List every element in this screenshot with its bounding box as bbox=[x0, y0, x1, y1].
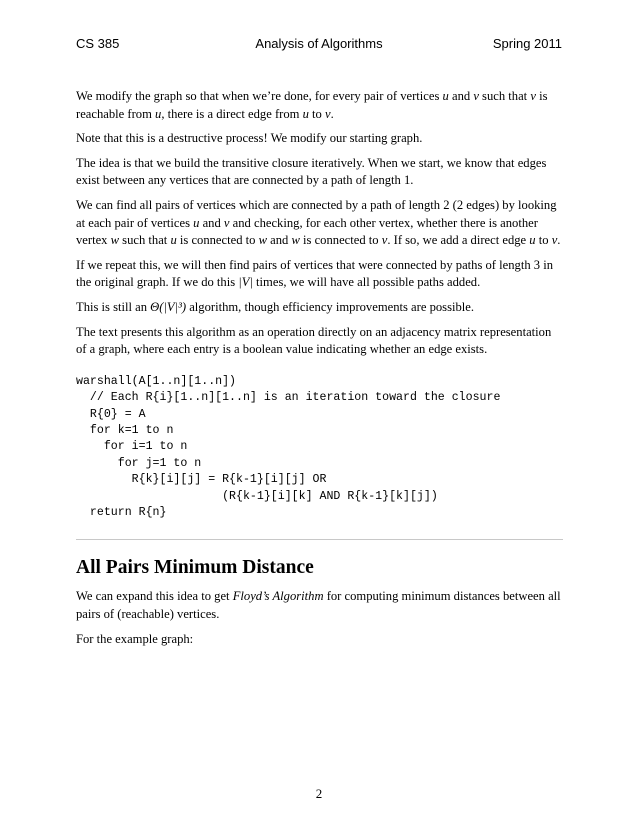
paragraph-idea: The idea is that we build the transitive closure iteratively. When we start, we know that edges exist between any vertices that are connected by a path of length 1. bbox=[76, 155, 547, 188]
warshall-code-block: warshall(A[1..n][1..n]) // Each R{i}[1..n][1..n] is an iteration toward the closure R{0} = A for k=1 to n for i=1 to n for j=1 to n R{k}[i][j] = R{k-1}[i][j] OR (R{k-1}[i][k] AND R{k-1}[k][j]) return R{n} bbox=[76, 374, 501, 519]
math-var: v bbox=[381, 233, 388, 248]
header-term: Spring 2011 bbox=[492, 36, 562, 51]
text-run: We can find all pairs of vertices which are connected by a path of length 2 (2 edges) by looking at each pair of vertices bbox=[76, 197, 557, 230]
text-run: We modify the graph so that when we’re done, for every pair of vertices bbox=[76, 89, 443, 103]
text-run: such that bbox=[478, 89, 531, 103]
math-var: u bbox=[170, 233, 177, 248]
paragraph-length-two bbox=[76, 197, 563, 250]
text-run: , there is a direct edge from bbox=[161, 106, 303, 121]
text-run: and checking, for each other vertex, whether there is another vertex bbox=[76, 215, 538, 248]
text-run: . If so, we add a direct edge bbox=[387, 233, 530, 248]
text-run: for computing minimum distances between all pairs of (reachable) vertices. bbox=[76, 589, 561, 621]
math-var: w bbox=[258, 233, 267, 248]
text-run: and bbox=[199, 215, 224, 230]
page-number: 2 bbox=[315, 786, 323, 801]
paragraph-example-graph: For the example graph: bbox=[76, 631, 194, 646]
page-body bbox=[76, 88, 563, 655]
math-var: w bbox=[291, 233, 300, 248]
text-run: times, we will have all possible paths added. bbox=[252, 275, 481, 290]
text-run: to bbox=[308, 106, 325, 121]
math-var: v bbox=[551, 233, 558, 248]
text-run: is connected to bbox=[299, 233, 382, 248]
text-run: to bbox=[535, 233, 552, 248]
text-run: If we repeat this, we will then find pairs of vertices that were connected by paths of length 3 in the original graph. If we do this bbox=[76, 257, 554, 290]
math-var: v bbox=[473, 89, 479, 103]
text-run: This is still an bbox=[76, 299, 151, 314]
paragraph-repeat bbox=[76, 257, 563, 292]
emphasis-floyd: Floyd’s Algorithm bbox=[232, 589, 324, 604]
paragraph-graph-modification bbox=[76, 88, 563, 123]
math-var: u bbox=[193, 215, 200, 230]
math-var: v bbox=[530, 89, 536, 103]
text-run: . bbox=[330, 106, 334, 121]
math-var: v bbox=[223, 215, 230, 230]
math-var: u bbox=[529, 233, 536, 248]
text-run: is connected to bbox=[176, 233, 259, 248]
paragraph-destructive-note: Note that this is a destructive process! We modify our starting graph. bbox=[76, 131, 423, 146]
math-var: v bbox=[324, 106, 331, 121]
math-expr: Θ(|V|³) bbox=[150, 299, 187, 314]
text-run: . bbox=[557, 233, 561, 248]
paragraph-adjacency-matrix: The text presents this algorithm as an operation directly on an adjacency matrix representation of a graph, where each entry is a boolean value indicating whether an edge exists. bbox=[76, 324, 552, 357]
text-run: such that bbox=[119, 233, 171, 248]
text-run: algorithm, though efficiency improvements are possible. bbox=[186, 299, 474, 314]
text-run: and bbox=[448, 89, 474, 103]
text-run: We can expand this idea to get bbox=[76, 589, 233, 604]
math-var: u bbox=[442, 89, 449, 103]
section-divider bbox=[76, 539, 563, 540]
math-var: u bbox=[302, 106, 309, 121]
math-expr: |V| bbox=[238, 275, 253, 290]
text-run: is reachable from bbox=[76, 89, 548, 121]
header-course: CS 385 bbox=[76, 36, 120, 51]
paragraph-floyd bbox=[76, 588, 563, 623]
header-title: Analysis of Algorithms bbox=[255, 36, 383, 51]
paragraph-complexity bbox=[76, 299, 563, 317]
section-heading: All Pairs Minimum Distance bbox=[76, 557, 314, 579]
text-run: and bbox=[267, 233, 292, 248]
math-var: u bbox=[155, 106, 162, 121]
math-var: w bbox=[110, 233, 120, 248]
